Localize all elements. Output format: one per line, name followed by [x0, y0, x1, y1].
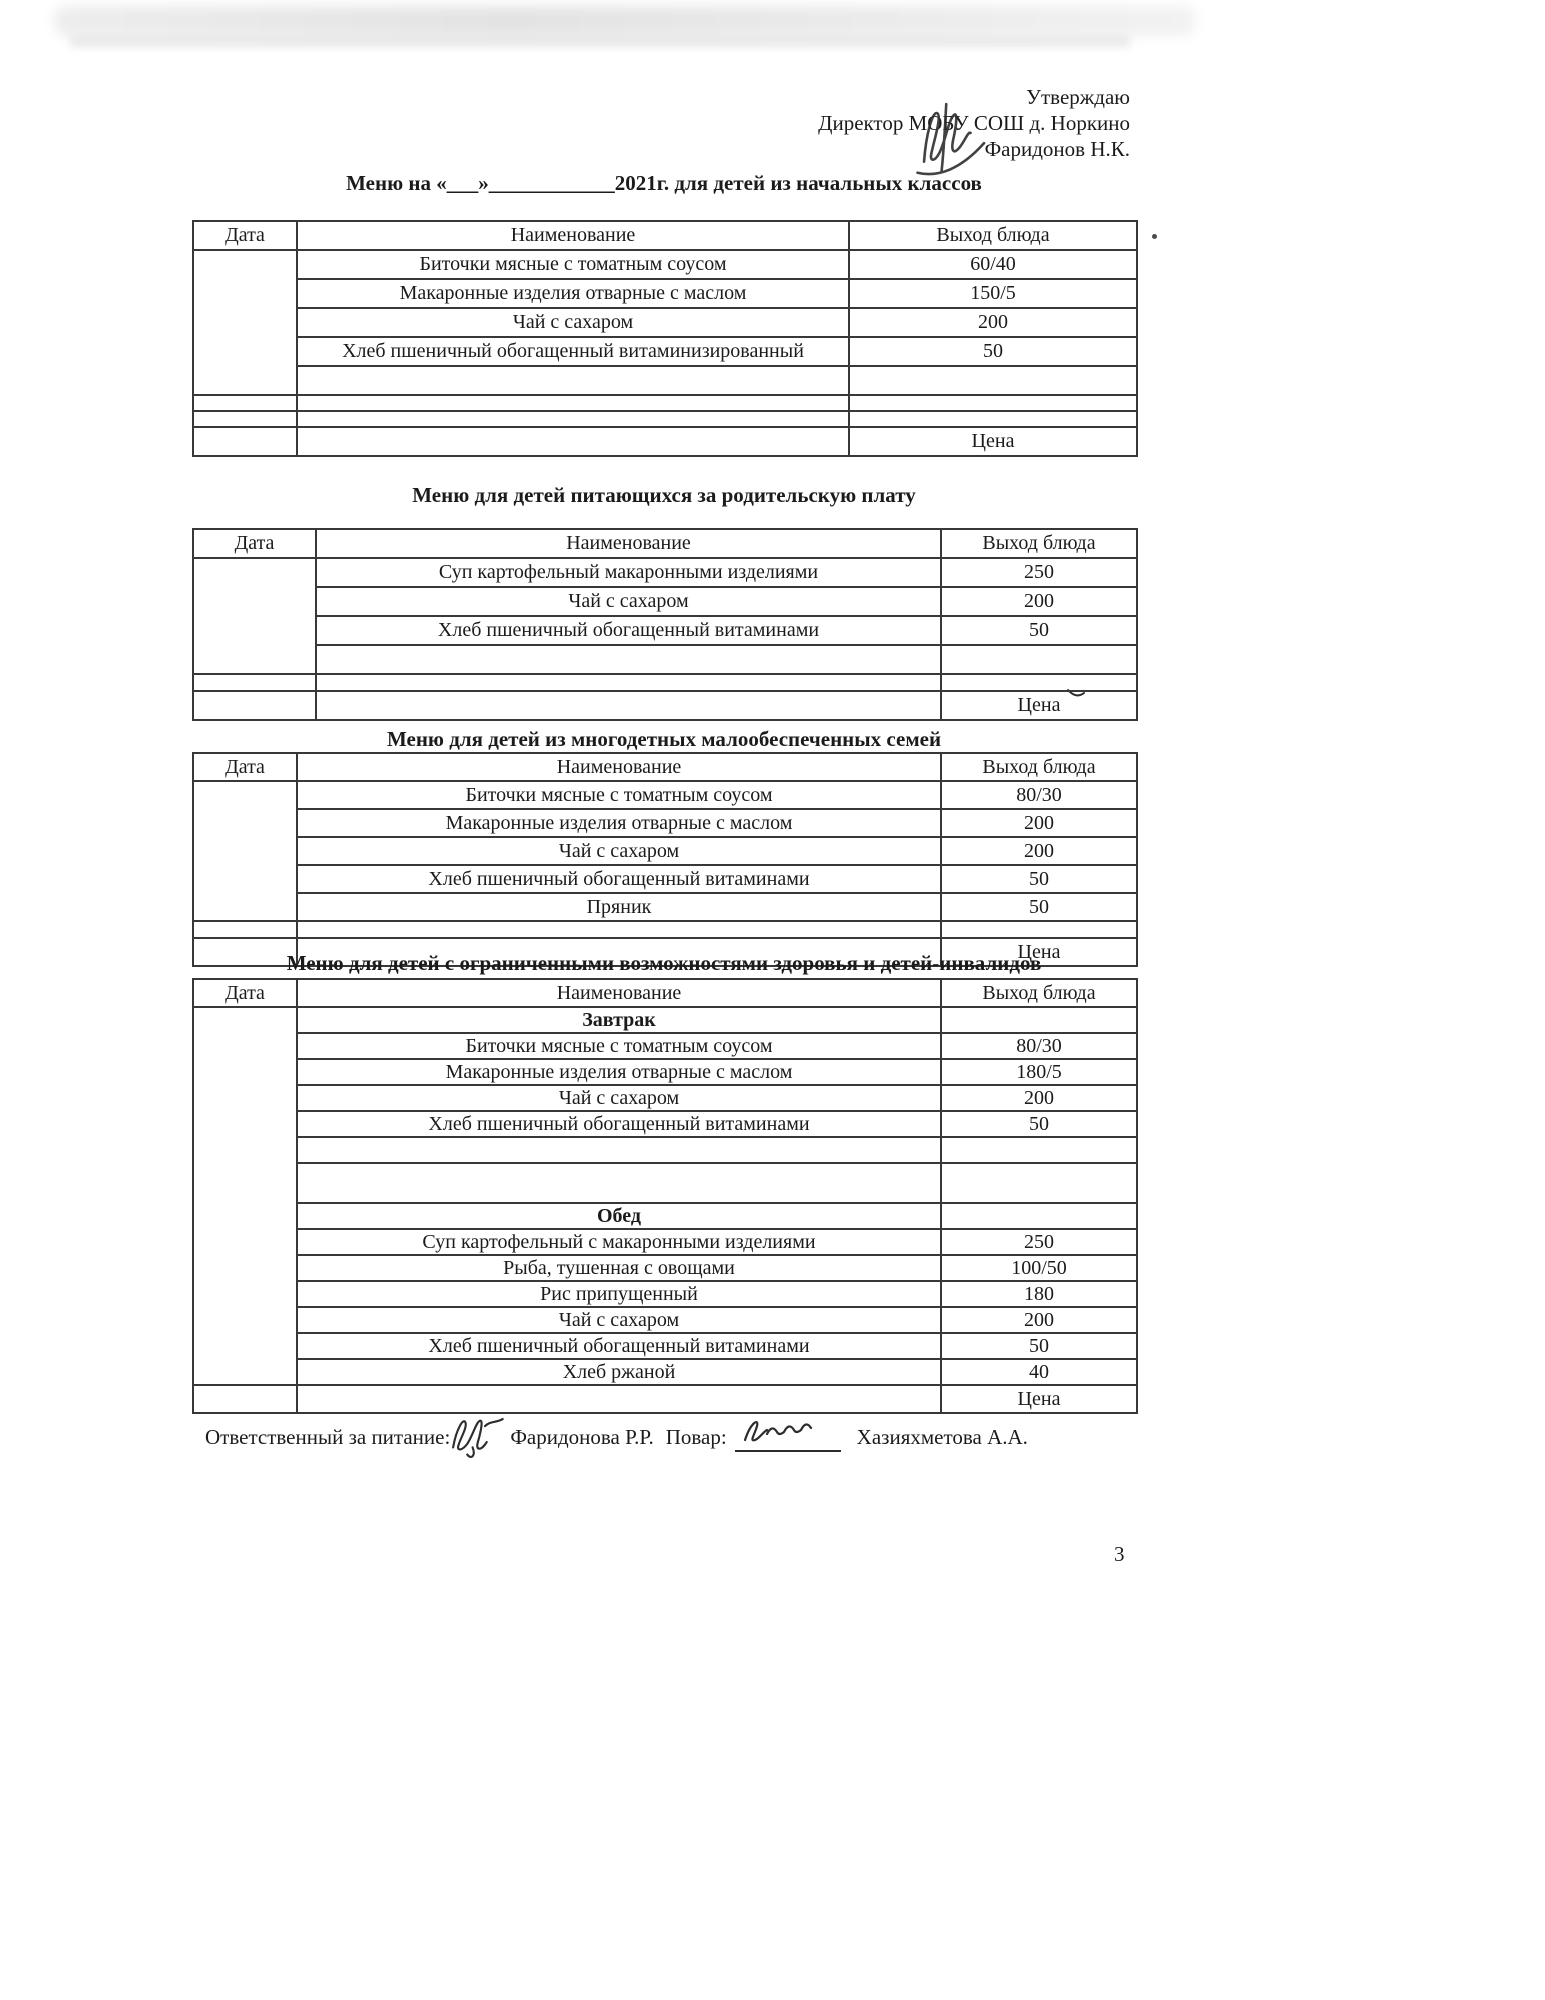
header-cell-name: Наименование: [297, 753, 941, 781]
cell-output: 250: [941, 1229, 1137, 1255]
cell-output: 200: [849, 308, 1137, 337]
table-row: [193, 781, 1137, 809]
cell-dish-name: Биточки мясные с томатным соусом: [297, 781, 941, 809]
cell-meal-section: Обед: [297, 1203, 941, 1229]
table-row: [193, 616, 1137, 645]
signature-blank-line: [735, 1418, 841, 1452]
table-row: [193, 1163, 1137, 1203]
cell-dish-name: [316, 674, 941, 691]
table-row: [193, 308, 1137, 337]
cell-price-label: Цена: [941, 691, 1137, 720]
cell-date: [193, 411, 297, 427]
menu-title-large-families: Меню для детей из многодетных малообеспеченных семей: [386, 727, 942, 751]
table-row: [193, 366, 1137, 395]
cell-date: [193, 781, 297, 921]
cell-output: 250: [941, 558, 1137, 587]
menu-title-primary: Меню на «___»____________2021г. для детей из начальных классов: [346, 171, 982, 195]
table-header-row: [193, 753, 1137, 781]
table-row: [193, 809, 1137, 837]
table-row: [193, 865, 1137, 893]
cell-dish-name: Биточки мясные с томатным соусом: [297, 1033, 941, 1059]
cell-output: 150/5: [849, 279, 1137, 308]
table-header-row: [193, 529, 1137, 558]
table-row: [193, 587, 1137, 616]
table-header-row: [193, 221, 1137, 250]
cook-signature: [739, 1410, 827, 1452]
cell-output: [941, 1203, 1137, 1229]
menu-table-parent-paid: [192, 528, 1138, 721]
table-row: [193, 921, 1137, 938]
header-cell-output: Выход блюда: [941, 753, 1137, 781]
table-row: [193, 1307, 1137, 1333]
cell-dish-name: Макаронные изделия отварные с маслом: [297, 809, 941, 837]
cell-date: [193, 674, 316, 691]
table-row: [193, 1255, 1137, 1281]
cell-output: [941, 1007, 1137, 1033]
footer-signatures: [205, 1406, 1028, 1452]
table-row: [193, 674, 1137, 691]
cell-output: 200: [941, 1085, 1137, 1111]
cell-date: [193, 427, 297, 456]
header-cell-name: Наименование: [297, 979, 941, 1007]
cell-output: 80/30: [941, 1033, 1137, 1059]
page-number: 3: [1114, 1542, 1125, 1566]
table-row: [193, 691, 1137, 720]
cell-dish-name: Чай с сахаром: [297, 837, 941, 865]
cell-dish-name: [297, 427, 849, 456]
table-row: [193, 279, 1137, 308]
cell-output: 40: [941, 1359, 1137, 1385]
table-row: [193, 1007, 1137, 1033]
cell-price-label: Цена: [941, 1385, 1137, 1413]
cell-dish-name: Суп картофельный макаронными изделиями: [316, 558, 941, 587]
cell-dish-name: Хлеб пшеничный обогащенный витаминами: [297, 1111, 941, 1137]
responsible-signature: [446, 1406, 508, 1464]
header-cell-date: Дата: [193, 979, 297, 1007]
cell-output: 50: [849, 337, 1137, 366]
table-row: [193, 558, 1137, 587]
cell-output: 200: [941, 837, 1137, 865]
cell-meal-section: Завтрак: [297, 1007, 941, 1033]
header-cell-output: Выход блюда: [941, 529, 1137, 558]
table-row: [193, 837, 1137, 865]
table-row: [193, 1359, 1137, 1385]
scan-dot: [1152, 234, 1157, 239]
table-row: [193, 427, 1137, 456]
cook-name: Хазияхметова А.А.: [856, 1425, 1028, 1449]
cell-dish-name: Суп картофельный с макаронными изделиями: [297, 1229, 941, 1255]
cell-price-label: Цена: [941, 938, 1137, 966]
approval-line-3: Фаридонов Н.К.: [984, 137, 1130, 161]
cell-dish-name: Чай с сахаром: [297, 308, 849, 337]
cell-dish-name: [316, 691, 941, 720]
cell-output: 50: [941, 865, 1137, 893]
responsible-name: Фаридонова Р.Р.: [510, 1425, 654, 1449]
menu-table-disabled-children: [192, 978, 1138, 1414]
cell-dish-name: Чай с сахаром: [316, 587, 941, 616]
table-row: [193, 411, 1137, 427]
cell-dish-name: [297, 1137, 941, 1163]
cook-label: Повар:: [665, 1425, 727, 1449]
header-cell-name: Наименование: [316, 529, 941, 558]
cell-price-label: Цена: [849, 427, 1137, 456]
cell-output: [941, 921, 1137, 938]
approval-line-2: Директор МОБУ СОШ д. Норкино: [818, 111, 1130, 135]
cell-output: 80/30: [941, 781, 1137, 809]
menu-title-disabled-children: Меню для детей с ограниченными возможностями здоровья и детей-инвалидов: [286, 951, 1042, 975]
cell-output: 200: [941, 809, 1137, 837]
table-row: [193, 1229, 1137, 1255]
cell-output: [941, 1163, 1137, 1203]
table-row: [193, 1111, 1137, 1137]
cell-dish-name: [297, 1163, 941, 1203]
cell-output: 180/5: [941, 1059, 1137, 1085]
table-header-row: [193, 979, 1137, 1007]
table-row: [193, 1085, 1137, 1111]
cell-date: [193, 558, 316, 674]
cell-dish-name: Хлеб пшеничный обогащенный витаминами: [316, 616, 941, 645]
table-row: [193, 395, 1137, 411]
cell-output: 50: [941, 1111, 1137, 1137]
cell-output: 60/40: [849, 250, 1137, 279]
cell-output: [941, 674, 1137, 691]
cell-dish-name: [297, 366, 849, 395]
cell-dish-name: Биточки мясные с томатным соусом: [297, 250, 849, 279]
cell-dish-name: Хлеб пшеничный обогащенный витаминами: [297, 865, 941, 893]
table-row: [193, 1033, 1137, 1059]
table-row: [193, 645, 1137, 674]
menu-title-parent-paid: Меню для детей питающихся за родительскую плату: [412, 483, 916, 507]
cell-dish-name: Чай с сахаром: [297, 1307, 941, 1333]
cell-dish-name: Макаронные изделия отварные с маслом: [297, 279, 849, 308]
cell-date: [193, 395, 297, 411]
table-row: [193, 1059, 1137, 1085]
cell-dish-name: Хлеб пшеничный обогащенный витаминами: [297, 1333, 941, 1359]
table-row: [193, 1137, 1137, 1163]
table-row: [193, 893, 1137, 921]
cell-output: [941, 1137, 1137, 1163]
cell-output: 180: [941, 1281, 1137, 1307]
scan-artifact: [55, 6, 1195, 36]
cell-dish-name: Хлеб пшеничный обогащенный витаминизированный: [297, 337, 849, 366]
cell-dish-name: Макаронные изделия отварные с маслом: [297, 1059, 941, 1085]
cell-output: [849, 411, 1137, 427]
cell-date: [193, 1007, 297, 1385]
menu-table-primary: [192, 220, 1138, 457]
cell-output: 200: [941, 1307, 1137, 1333]
cell-date: [193, 250, 297, 395]
responsible-label: Ответственный за питание:: [205, 1425, 451, 1449]
cell-output: 50: [941, 616, 1137, 645]
cell-output: 50: [941, 1333, 1137, 1359]
cell-dish-name: Рыба, тушенная с овощами: [297, 1255, 941, 1281]
cell-date: [193, 691, 316, 720]
table-row: [193, 1333, 1137, 1359]
cell-dish-name: [297, 921, 941, 938]
cell-date: [193, 921, 297, 938]
table-row: [193, 250, 1137, 279]
header-cell-date: Дата: [193, 529, 316, 558]
cell-output: 100/50: [941, 1255, 1137, 1281]
cell-output: [849, 395, 1137, 411]
scan-artifact: [70, 36, 1130, 48]
header-cell-output: Выход блюда: [849, 221, 1137, 250]
table-row: [193, 337, 1137, 366]
table-row: [193, 1203, 1137, 1229]
cell-dish-name: [316, 645, 941, 674]
cell-output: 200: [941, 587, 1137, 616]
cell-dish-name: [297, 411, 849, 427]
cell-dish-name: [297, 395, 849, 411]
header-cell-output: Выход блюда: [941, 979, 1137, 1007]
cell-output: [849, 366, 1137, 395]
approval-line-1: Утверждаю: [1026, 85, 1130, 109]
cell-dish-name: Хлеб ржаной: [297, 1359, 941, 1385]
cell-output: [941, 645, 1137, 674]
cell-dish-name: Пряник: [297, 893, 941, 921]
table-row: [193, 1281, 1137, 1307]
cell-dish-name: Чай с сахаром: [297, 1085, 941, 1111]
header-cell-name: Наименование: [297, 221, 849, 250]
cell-dish-name: Рис припущенный: [297, 1281, 941, 1307]
header-cell-date: Дата: [193, 221, 297, 250]
menu-table-large-families: [192, 752, 1138, 967]
cell-output: 50: [941, 893, 1137, 921]
header-cell-date: Дата: [193, 753, 297, 781]
